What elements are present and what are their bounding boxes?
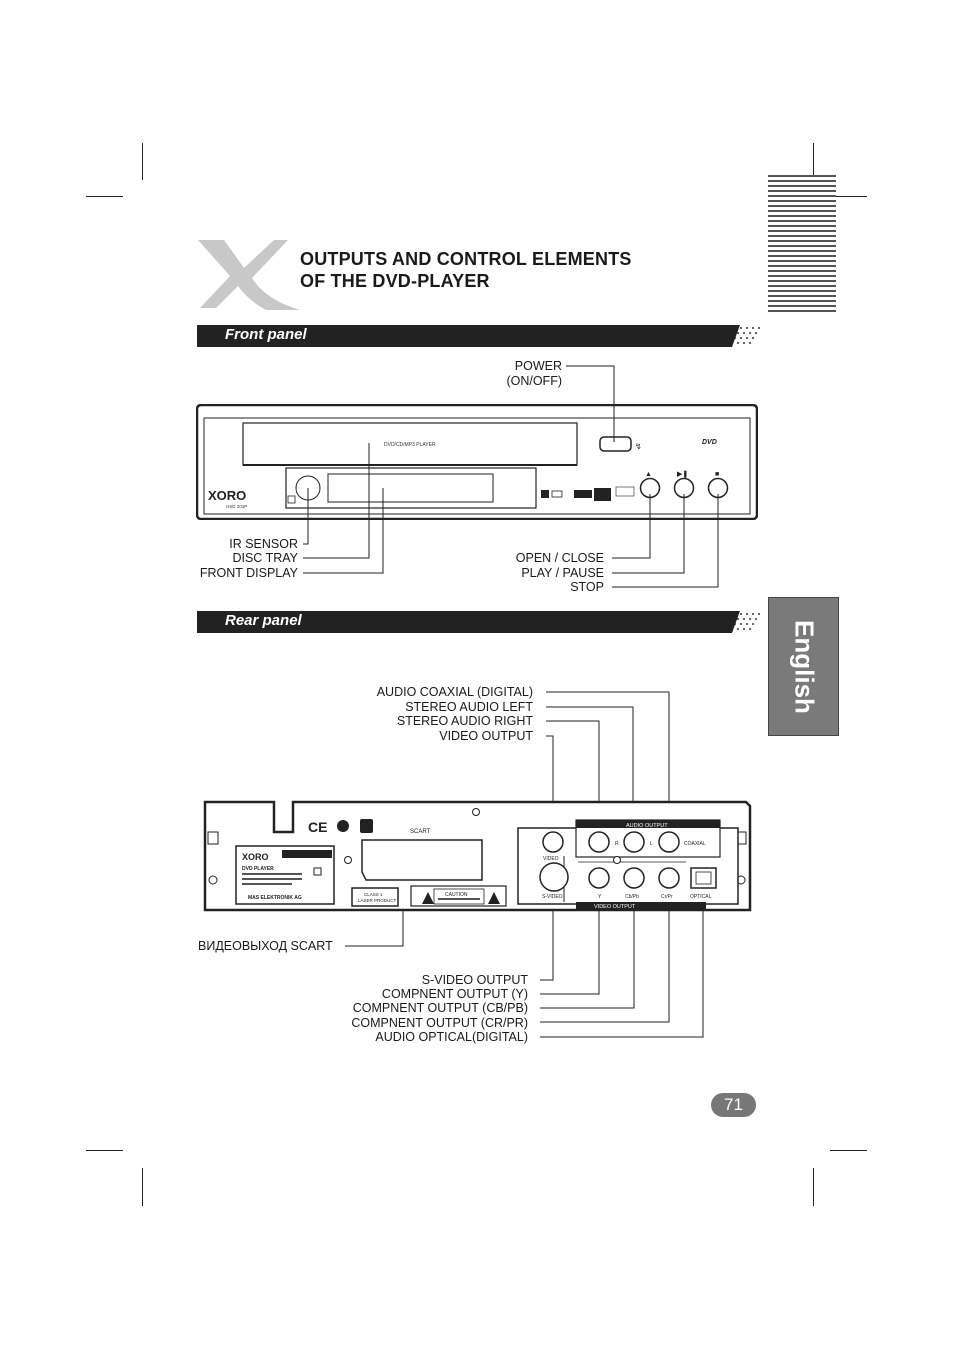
label-logo: XORO <box>242 852 269 862</box>
language-tab-label: English <box>789 619 819 714</box>
svg-text:▲: ▲ <box>645 471 652 478</box>
scart-text: SCART <box>410 829 431 835</box>
tray-text: DVD/CD/MP3 PLAYER <box>384 442 436 448</box>
section-title-front: Front panel <box>225 326 307 343</box>
label-front-display: FRONT DISPLAY <box>199 566 298 580</box>
label-maker: MAS ELEKTRONIK AG <box>248 895 302 901</box>
language-tab <box>768 597 839 736</box>
title-line-2: OF THE DVD-PLAYER <box>300 271 490 291</box>
class1-text: CLASS 1 <box>364 892 383 897</box>
dots-decoration <box>732 611 762 633</box>
label-stereo-left: STEREO AUDIO LEFT <box>405 700 533 714</box>
cb-text: Cb/Pb <box>625 894 639 900</box>
video-output-text: VIDEO OUTPUT <box>594 904 636 910</box>
label-stereo-right: STEREO AUDIO RIGHT <box>396 714 533 728</box>
coaxial-text: COAXIAL <box>684 841 706 847</box>
label-component-y: COMPNENT OUTPUT (Y) <box>381 987 528 1001</box>
label-scart: ВИДЕОВЫХОД SCART <box>198 939 333 953</box>
label-power <box>470 359 562 388</box>
crop-mark <box>142 143 143 180</box>
page-number: 71 <box>711 1093 756 1117</box>
svg-text:CE: CE <box>308 819 328 835</box>
label-open-close: OPEN / CLOSE <box>515 551 604 565</box>
label-s-video: S-VIDEO OUTPUT <box>421 973 528 987</box>
svg-text:▶❚: ▶❚ <box>677 471 689 478</box>
optical-text: OPTICAL <box>690 894 712 900</box>
label-player: DVD PLAYER <box>242 866 274 872</box>
video-text: VIDEO <box>543 856 559 862</box>
laser-text: LASER PRODUCT <box>358 898 397 903</box>
cr-text: Cr/Pr <box>661 894 673 900</box>
label-stop: STOP <box>570 580 604 594</box>
label-play-pause: PLAY / PAUSE <box>521 566 604 580</box>
brand-logo: XORO <box>208 488 247 503</box>
crop-mark <box>813 1168 814 1206</box>
label-video-output: VIDEO OUTPUT <box>439 729 533 743</box>
section-header-front <box>197 325 762 347</box>
label-power-line2: (ON/OFF) <box>506 373 562 388</box>
rear-panel-diagram <box>198 798 760 916</box>
svg-text:↯: ↯ <box>635 442 642 451</box>
label-ir-sensor: IR SENSOR <box>229 537 298 551</box>
crop-mark <box>142 1168 143 1206</box>
label-power-line1: POWER <box>514 359 562 373</box>
title-line-1: OUTPUTS AND CONTROL ELEMENTS <box>300 249 632 269</box>
label-component-cr: COMPNENT OUTPUT (CR/PR) <box>351 1016 528 1030</box>
dots-decoration <box>732 325 762 347</box>
front-panel-diagram <box>196 404 758 520</box>
svg-text:■: ■ <box>715 471 720 478</box>
label-audio-optical: AUDIO OPTICAL(DIGITAL) <box>375 1030 528 1044</box>
section-title-rear: Rear panel <box>225 612 302 629</box>
l-text: L <box>650 841 653 847</box>
caution-text: CAUTION <box>445 892 468 898</box>
y-text: Y <box>598 894 602 900</box>
s-video-text: S-VIDEO <box>542 894 563 900</box>
crop-mark <box>86 1150 123 1151</box>
stripes-decoration <box>768 175 836 313</box>
label-disc-tray: DISC TRAY <box>232 551 298 565</box>
label-audio-coaxial: AUDIO COAXIAL (DIGITAL) <box>376 685 533 699</box>
audio-output-text: AUDIO OUTPUT <box>626 823 668 829</box>
section-header-rear <box>197 611 762 633</box>
crop-mark <box>830 1150 867 1151</box>
crop-mark <box>86 196 123 197</box>
x-logo-icon <box>196 238 302 314</box>
label-component-cb: COMPNENT OUTPUT (CB/PB) <box>352 1001 528 1015</box>
model-text: HSD 201P <box>226 504 248 509</box>
page-title <box>300 248 632 292</box>
r-text: R <box>615 841 619 847</box>
dvd-logo: DVD <box>702 439 717 446</box>
